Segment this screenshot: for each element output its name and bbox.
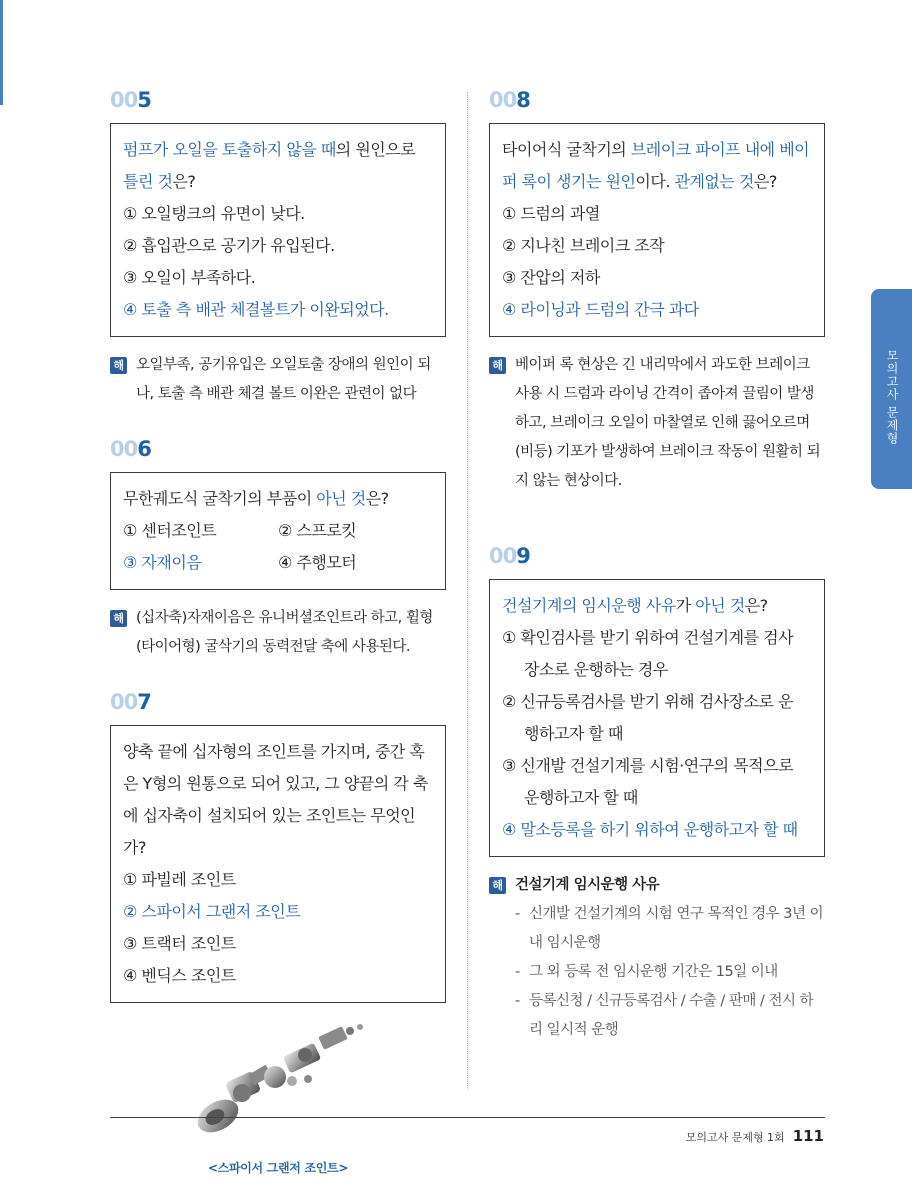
option-009-1-cont: 장소로 운행하는 경우	[524, 660, 668, 679]
question-text-005: 펌프가 오일을 토출하지 않을 때의 원인으로 틀린 것은?	[123, 140, 416, 191]
option-008-4-answer: ④ 라이닝과 드럼의 간극 과다	[502, 300, 699, 319]
explanation-text-006: (십자축)자재이음은 유니버셜조인트라 하고, 휠형(타이어형) 굴삭기의 동력전달 축에 사용된다.	[136, 610, 433, 655]
option-008-1: ① 드럼의 과열	[502, 204, 600, 223]
question-number-009: 009	[489, 544, 530, 568]
option-009-4-answer: ④ 말소등록을 하기 위하여 운행하고자 할 때	[502, 820, 798, 839]
option-006-2: ② 스프로킷	[278, 521, 357, 540]
question-text-006: 무한궤도식 굴착기의 부품이 아닌 것은?	[123, 489, 389, 508]
option-008-2: ② 지나친 브레이크 조작	[502, 236, 665, 255]
option-007-2-answer: ② 스파이서 그랜저 조인트	[123, 902, 301, 921]
spicer-joint-figure	[110, 1021, 446, 1179]
question-box-008	[489, 123, 825, 337]
explanation-006	[110, 604, 446, 662]
explanation-badge: 해	[489, 877, 506, 894]
explanation-005	[110, 351, 446, 409]
explanation-item-009-2: - 그 외 등록 전 임시운행 기간은 15일 이내	[515, 958, 825, 987]
explanation-badge: 해	[489, 357, 506, 374]
universal-joint-illustration	[180, 1021, 380, 1151]
option-005-1: ① 오일탱크의 유면이 낮다.	[123, 204, 305, 223]
option-009-2-cont: 행하고자 할 때	[524, 724, 623, 743]
question-number-005: 005	[110, 88, 151, 112]
explanation-008	[489, 351, 825, 496]
option-006-1: ① 센터조인트	[123, 521, 217, 540]
question-box-005	[110, 123, 446, 337]
footer-rule	[110, 1117, 825, 1118]
question-number-006: 006	[110, 437, 151, 461]
explanation-heading-009: 건설기계 임시운행 사유	[515, 877, 660, 893]
option-009-2: ② 신규등록검사를 받기 위해 검사장소로 운	[502, 692, 794, 711]
question-text-009: 건설기계의 임시운행 사유가 아닌 것은?	[502, 596, 768, 615]
option-007-3: ③ 트랙터 조인트	[123, 934, 236, 953]
left-column	[110, 88, 446, 1179]
option-005-3: ③ 오일이 부족하다.	[123, 268, 256, 287]
question-box-009	[489, 579, 825, 857]
question-number-008: 008	[489, 88, 530, 112]
explanation-badge: 해	[110, 610, 127, 627]
option-005-2: ② 흡입관으로 공기가 유입된다.	[123, 236, 335, 255]
option-008-3: ③ 잔압의 저하	[502, 268, 600, 287]
explanation-item-009-3: - 등록신청 / 신규등록검사 / 수출 / 판매 / 전시 하리 일시적 운행	[515, 987, 825, 1045]
option-005-4-answer: ④ 토출 측 배관 체결볼트가 이완되었다.	[123, 300, 389, 319]
option-009-3-cont: 운행하고자 할 때	[524, 788, 638, 807]
side-tab-label: 모의고사 문제형	[885, 349, 899, 445]
column-divider	[467, 92, 468, 1090]
option-009-1: ① 확인검사를 받기 위하여 건설기계를 검사	[502, 628, 794, 647]
right-column	[489, 88, 825, 1045]
explanation-009	[489, 871, 825, 1045]
page-footer	[686, 1127, 824, 1145]
explanation-item-009-1: - 신개발 건설기계의 시험 연구 목적인 경우 3년 이내 임시운행	[515, 900, 825, 958]
question-box-007	[110, 725, 446, 1003]
question-box-006	[110, 472, 446, 590]
option-009-3: ③ 신개발 건설기계를 시험·연구의 목적으로	[502, 756, 794, 775]
question-text-008: 타이어식 굴착기의 브레이크 파이프 내에 베이퍼 록이 생기는 원인이다. 관계없는 것은?	[502, 140, 810, 191]
edge-accent-bar	[0, 0, 3, 105]
side-chapter-tab[interactable]	[871, 289, 912, 489]
page-number: 111	[792, 1127, 824, 1145]
option-006-4: ④ 주행모터	[278, 553, 357, 572]
explanation-badge: 해	[110, 357, 127, 374]
explanation-text-008: 베이퍼 록 현상은 긴 내리막에서 과도한 브레이크 사용 시 드럼과 라이닝 간격이 좁아져 끌림이 발생하고, 브레이크 오일이 마찰열로 인해 끓어오르며(비등) 기포가 발생하여 브레이크 작동이 원활히 되지 않는 현상이다.	[515, 357, 821, 489]
footer-title: 모의고사 문제형 1회	[685, 1131, 785, 1144]
question-number-007: 007	[110, 690, 151, 714]
option-007-1: ① 파빌레 조인트	[123, 870, 236, 889]
figure-caption: <스파이서 그랜저 조인트>	[207, 1161, 349, 1175]
explanation-text-005: 오일부족, 공기유입은 오일토출 장애의 원인이 되나, 토출 측 배관 체결 볼트 이완은 관련이 없다	[136, 357, 431, 402]
option-007-4: ④ 벤딕스 조인트	[123, 966, 236, 985]
question-text-007: 양축 끝에 십자형의 조인트를 가지며, 중간 혹은 Y형의 원통으로 되어 있고, 그 양끝의 각 축에 십자축이 설치되어 있는 조인트는 무엇인가?	[123, 742, 428, 857]
option-006-3-answer: ③ 자재이음	[123, 553, 202, 572]
